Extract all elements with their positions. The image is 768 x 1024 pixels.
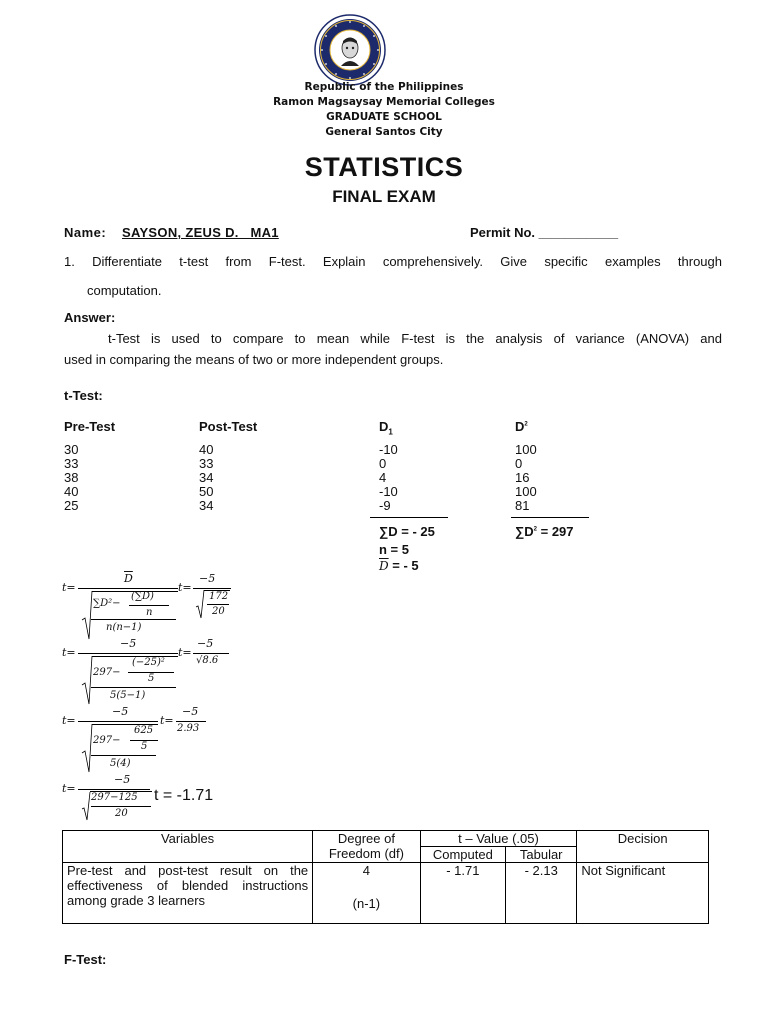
th-variables: Variables [63,831,313,863]
dbar-symbol: $\overline{D}$ [379,559,389,573]
col-d2-header [515,419,528,434]
f1-main-bar [78,588,178,589]
variable-cell: Pre-test and post-test result on the effectiveness of blended instructions among grade 3 learners [63,863,313,924]
formula-2 [62,637,262,708]
d-cell: -10 [379,442,398,457]
d-cell: 0 [379,456,387,471]
d2-cell: 16 [515,470,530,485]
f3-inner-num: 625 [134,725,154,736]
col-d-header [379,419,393,437]
pre-cell: 33 [64,456,79,471]
f3-den: 5(4) [110,758,131,769]
f1-sqrt-sign [81,590,93,640]
f2-rhs-t-eq: t= [178,646,192,659]
f1-rhs-in-bar [207,604,229,605]
formula-3 [62,705,262,776]
d2-cell: 81 [515,498,530,513]
f4-main-bar [78,789,150,790]
f1-den: n(n−1) [106,622,142,633]
table-row [64,443,664,457]
col-posttest-header: Post-Test [199,419,258,434]
sum-d2-value: = 297 [537,524,574,539]
mean-d [379,558,419,573]
f2-inner-den: 5 [148,673,155,684]
th-tvalue: t – Value (.05) [420,831,577,847]
header-city: General Santos City [325,126,443,138]
sum-d2 [515,524,574,539]
pre-cell: 40 [64,484,79,499]
f1-rhs-t-eq: t= [178,581,192,594]
f3-main-bar [78,721,158,722]
ttest-heading: t-Test: [64,388,103,403]
f1-num: ∑D²− [93,598,121,609]
table-row [64,485,664,499]
sum-d2-superscript: 2 [533,526,537,533]
f3-sqrt-bar [91,755,156,756]
f2-inner-num: (−25)² [132,657,165,668]
th-computed: Computed [420,847,505,863]
f4-in-bar [91,806,151,807]
sum-d-rule [370,517,448,518]
f4-in-den: 20 [115,808,128,819]
f1-inner-num: (∑D) [131,591,154,602]
col-d-letter: D [379,419,389,434]
table-row [64,499,664,513]
answer-label: Answer: [64,310,116,325]
answer-line-1: t-Test is used to compare to mean while F-test is the analysis of variance (ANOVA) and [108,331,722,346]
d2-cell: 100 [515,484,537,499]
df-cell [313,863,420,924]
header-school: GRADUATE SCHOOL [326,111,442,123]
post-cell: 33 [199,456,214,471]
df-value: 4 [362,863,371,878]
d2-cell: 100 [515,442,537,457]
f3-t-eq: t= [62,714,76,727]
f1-sqrt-bar [91,619,176,620]
f1-inner-bar [129,605,169,606]
f3-rhs-t-eq: t= [160,714,174,727]
computed-cell: - 1.71 [420,863,505,924]
col-d2-letter: D [515,419,525,434]
th-df: Degree of Freedom (df) [313,831,420,863]
f3-rhs-num: −5 [182,705,199,718]
f2-a: 297− [93,667,121,678]
f4-t-eq: t= [62,782,76,795]
f1-rhs-sqrt-sign [195,589,205,619]
f2-rhs-den: √8.6 [196,655,219,666]
table-row [64,457,664,471]
post-cell: 34 [199,498,214,513]
page-subtitle: FINAL EXAM [332,187,436,206]
ftest-heading: F-Test: [64,952,107,967]
d-cell: 4 [379,470,387,485]
f2-den: 5(5−1) [110,690,146,701]
col-d2-superscript: 2 [524,421,528,428]
pre-cell: 25 [64,498,79,513]
post-cell: 50 [199,484,214,499]
f2-sqrt-sign [81,655,93,705]
f4-in-num: 297−125 [91,792,138,803]
f2-rhs-num: −5 [197,637,214,650]
f3-num: −5 [112,705,129,718]
pre-cell: 38 [64,470,79,485]
t-result: t = -1.71 [154,787,214,804]
df-note: (n-1) [352,896,381,911]
d-cell: -10 [379,484,398,499]
f2-main-bar [78,653,178,654]
f1-t-eq: t= [62,581,76,594]
n-value: n = 5 [379,542,409,557]
f3-inner-den: 5 [141,741,148,752]
d-cell: -9 [379,498,391,513]
header-republic: Republic of the Philippines [304,81,464,93]
question-line-1: 1. Differentiate t-test from F-test. Explain comprehensively. Give specific examples through [64,254,722,269]
f1-rhs-in-num: 172 [209,591,229,602]
f2-t-eq: t= [62,646,76,659]
answer-line-2: used in comparing the means of two or more independent groups. [64,352,444,367]
tabular-cell: - 2.13 [506,863,577,924]
f3-rhs-bar [176,721,206,722]
f2-rhs-bar [193,653,229,654]
sum-d: ∑D = - 25 [379,524,435,539]
question-line-2: computation. [87,283,162,298]
f4-num: −5 [114,773,131,786]
college-seal [314,14,386,86]
formula-1 [62,572,262,643]
d2-cell: 0 [515,456,523,471]
pre-cell: 30 [64,442,79,457]
post-cell: 40 [199,442,214,457]
f2-sqrt-bar [91,687,176,688]
decision-cell: Not Significant [577,863,709,924]
f3-a: 297− [93,735,121,746]
f3-sqrt-sign [81,723,93,773]
post-cell: 34 [199,470,214,485]
f1-dbar: $\overline{D}$ [124,572,133,585]
f3-rhs-den: 2.93 [177,723,200,734]
page-title: STATISTICS [304,152,464,182]
f4-sqrt-sign [81,791,91,821]
f1-rhs-in-den: 20 [212,606,225,617]
name-label: Name: [64,225,107,240]
mean-d-value: = - 5 [388,558,419,573]
f1-rhs-num: −5 [199,572,216,585]
header-college: Ramon Magsaysay Memorial Colleges [273,96,495,108]
table-row [64,471,664,485]
f2-num: −5 [120,637,137,650]
sum-d2-symbol: ∑D [515,524,534,539]
sum-d2-rule [511,517,589,518]
th-decision: Decision [577,831,709,863]
col-d-subscript: 1 [388,427,393,437]
f1-inner-den: n [146,607,153,618]
th-tabular: Tabular [506,847,577,863]
permit-label: Permit No. ___________ [470,225,619,240]
ttest-data-rows [64,443,664,513]
name-value: SAYSON, ZEUS D. MA1 [122,225,279,240]
table-row [63,863,709,924]
col-pretest-header: Pre-Test [64,419,116,434]
results-table [62,830,709,924]
